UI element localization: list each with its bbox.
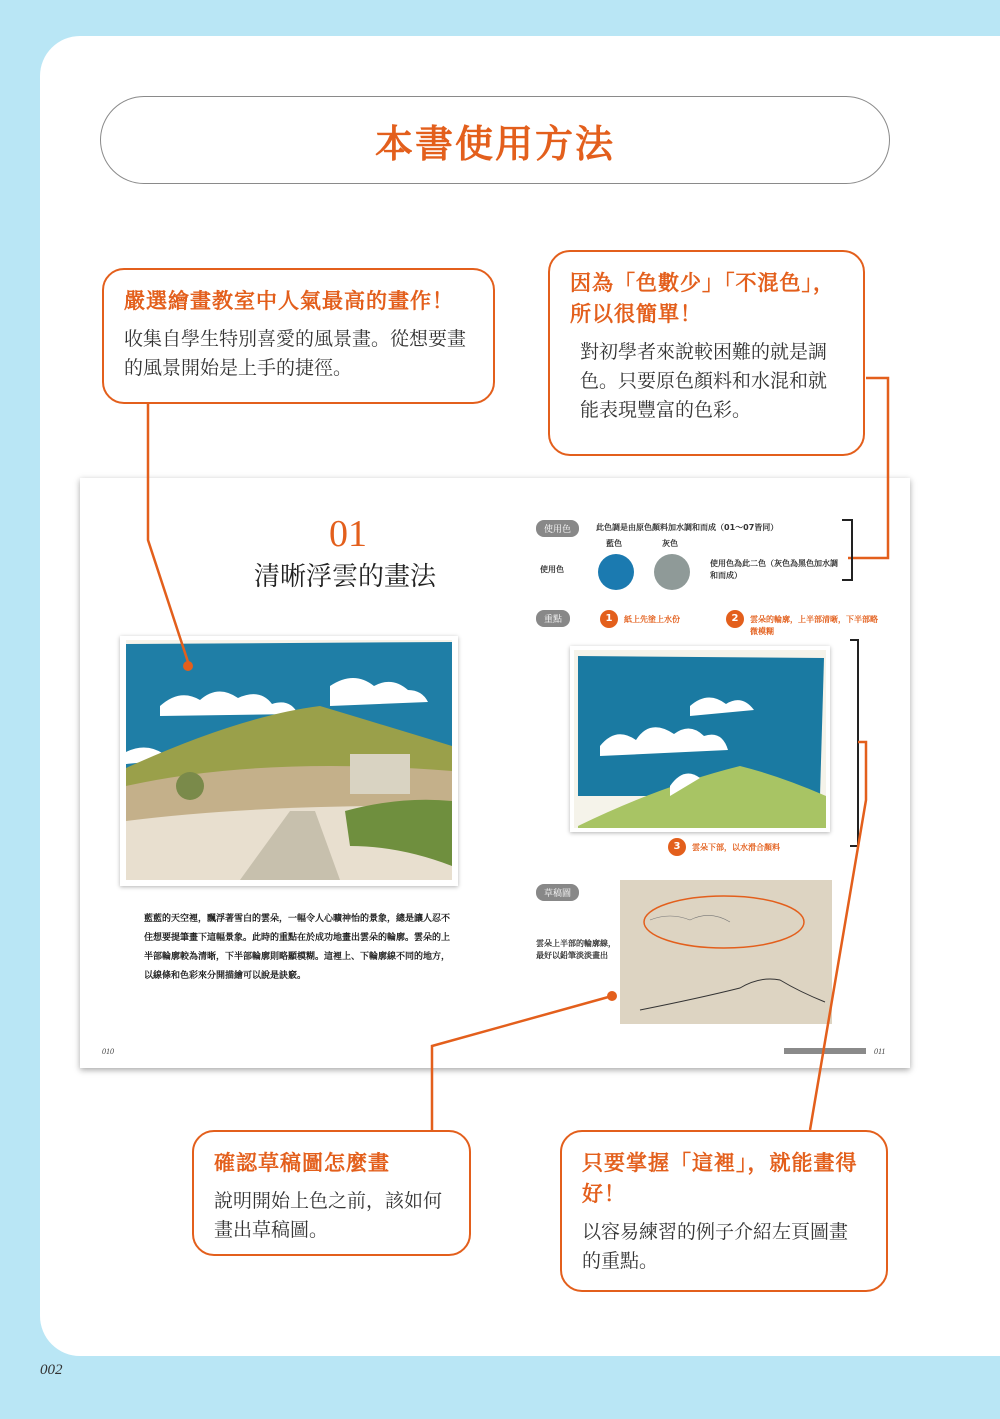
point-1-text: 紙上先塗上水份 (624, 615, 680, 624)
point-3-text: 雲朵下部，以水滑合顏料 (692, 843, 780, 852)
point-3-marker: 3 (668, 838, 686, 856)
lesson-number: 01 (329, 513, 367, 555)
callout-top-right (548, 250, 865, 456)
callout-bottom-right (560, 1130, 888, 1292)
callout-heading: 嚴選繪畫教室中人氣最高的畫作！ (124, 289, 454, 313)
gray-swatch (654, 554, 690, 590)
colors-desc: 使用色為此二色（灰色為黑色加水調和而成） (710, 559, 838, 580)
page-title: 本書使用方法 (374, 121, 615, 166)
callout-heading: 因為「色數少」「不混色」，所以很簡單！ (570, 271, 835, 326)
page-title-banner (100, 96, 890, 184)
callout-bottom-left (192, 1130, 471, 1256)
lesson-title: 清晰浮雲的畫法 (253, 562, 436, 592)
swatch-gray-label: 灰色 (662, 539, 678, 548)
left-page-number: 010 (102, 1047, 114, 1056)
colors-tag: 使用色 (536, 520, 579, 537)
callout-heading: 確認草稿圖怎麼畫 (214, 1151, 390, 1175)
swatch-blue-label: 藍色 (606, 539, 622, 548)
callout-heading: 只要掌握「這裡」，就能畫得好！ (582, 1151, 858, 1206)
points-tag: 重點 (536, 610, 570, 627)
callout-body: 對初學者來說較困難的就是調色。只要原色顏料和水混和就能表現豐富的色彩。 (580, 341, 828, 421)
watercolor-landscape-image (120, 636, 458, 886)
page-bar (784, 1048, 866, 1054)
callout-top-left (102, 268, 495, 404)
sketch-note: 雲朵上半部的輪廓線，最好以鉛筆淡淡畫出 (536, 939, 616, 960)
colors-label: 使用色 (540, 565, 564, 574)
right-page-number: 011 (874, 1047, 886, 1056)
pencil-sketch-image (620, 880, 832, 1024)
callout-body: 以容易練習的例子介紹左頁圖畫的重點。 (582, 1221, 849, 1272)
lesson-body-text: 藍藍的天空裡，飄浮著雪白的雲朵，一幅令人心曠神怡的景象，總是讓人忍不住想要提筆畫下這幅景象。此時的重點在於成功地畫出雲朵的輪廓。雲朵的上半部輪廓較為清晰，下半部輪廓則略顯模糊。這裡上、下輪廓線不同的地方，以線條和色彩來分開描繪可以說是訣竅。 (144, 914, 451, 981)
point-2-marker: 2 (726, 610, 744, 628)
point-1-marker: 1 (600, 610, 618, 628)
point-2-text: 雲朵的輪廓，上半部清晰，下半部略微模糊 (750, 615, 878, 636)
book-spread (80, 478, 910, 1068)
callout-body: 說明開始上色之前，該如何畫出草稿圖。 (214, 1190, 443, 1241)
page-number: 002 (40, 1362, 63, 1378)
callout-body: 收集自學生特別喜愛的風景畫。從想要畫的風景開始是上手的捷徑。 (124, 328, 467, 379)
cloud-detail-image (570, 646, 830, 832)
sketch-tag: 草稿圖 (536, 884, 579, 901)
blue-swatch (598, 554, 634, 590)
colors-note: 此色調是由原色顏料加水調和而成（01～07皆同） (596, 523, 779, 532)
